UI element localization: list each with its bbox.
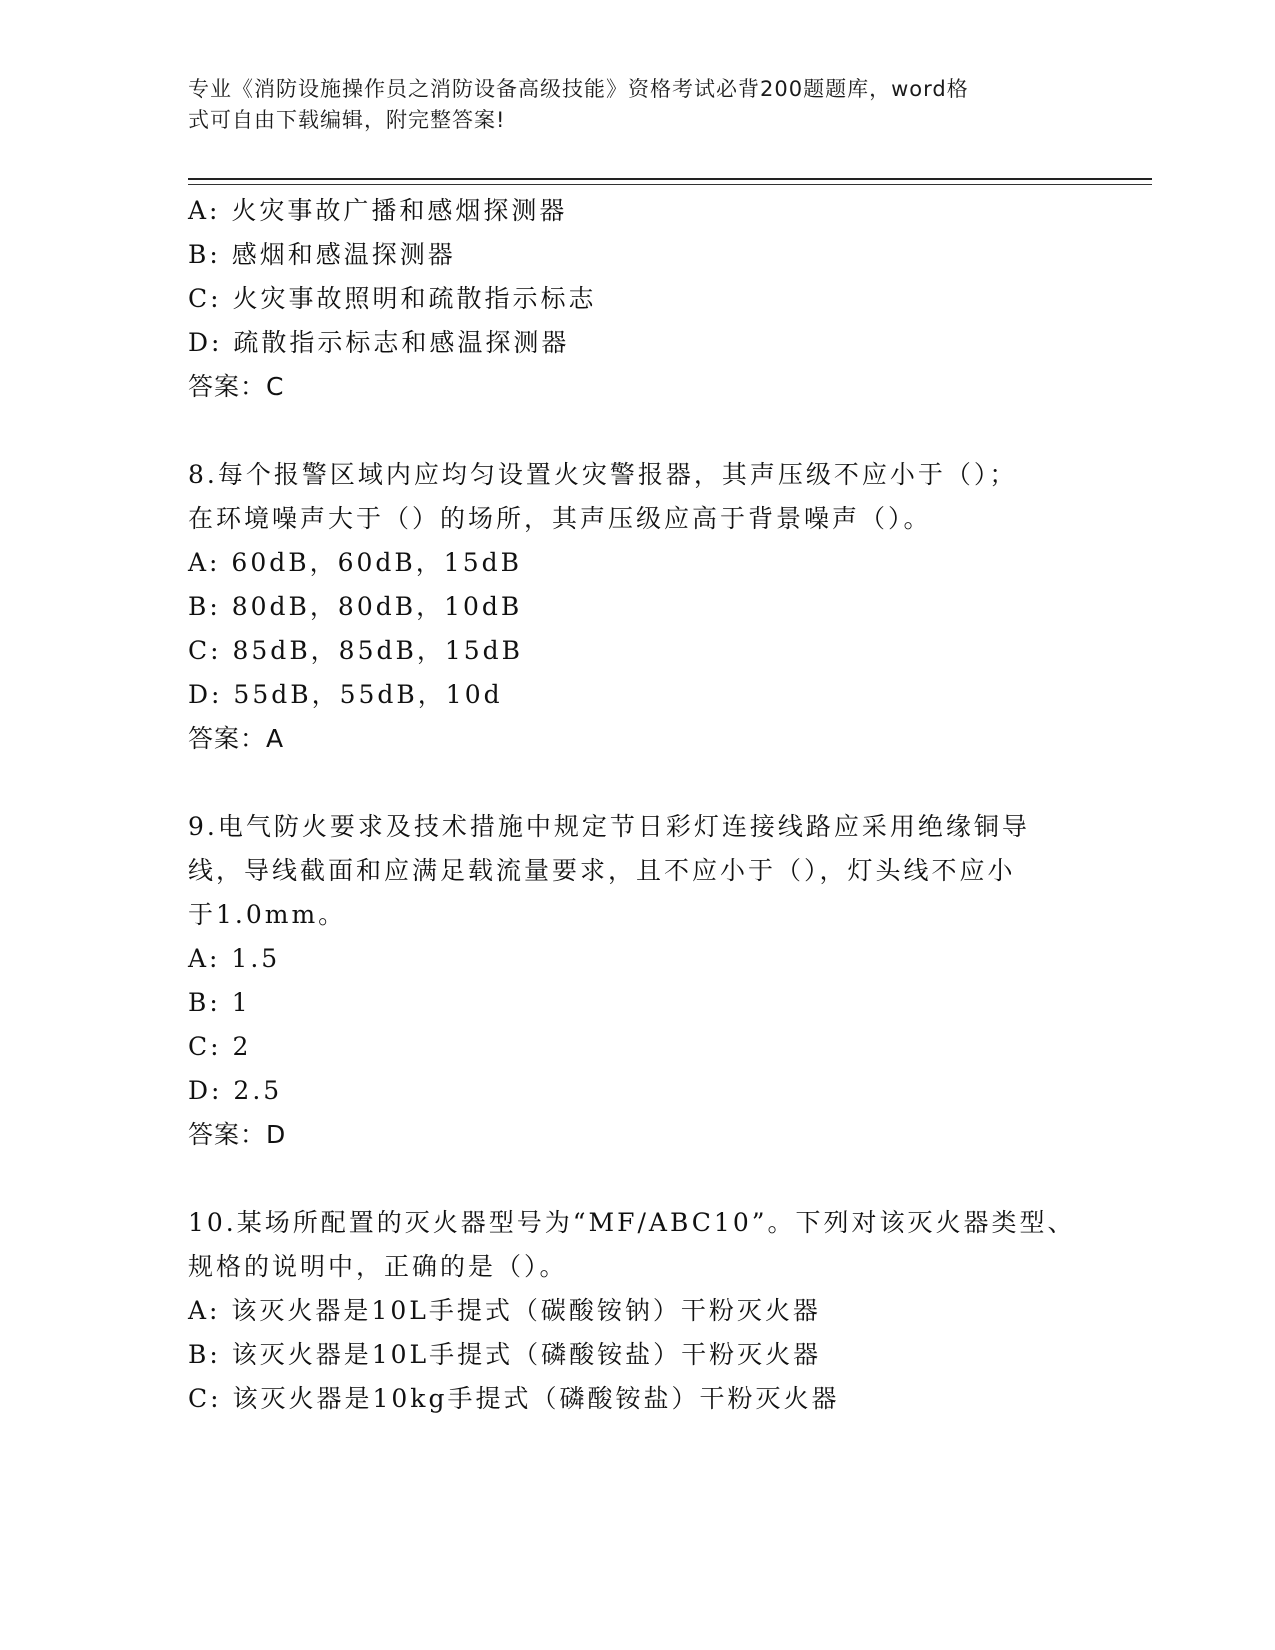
q10-option-a: A: 该灭火器是10L手提式（碳酸铵钠）干粉灭火器 <box>188 1296 821 1325</box>
q8-option-b: B: 80dB，80dB，10dB <box>188 592 523 621</box>
q7-answer: 答案：C <box>188 372 285 401</box>
q10-option-c: C: 该灭火器是10kg手提式（磷酸铵盐）干粉灭火器 <box>188 1384 840 1413</box>
q7-option-a: A: 火灾事故广播和感烟探测器 <box>188 196 568 225</box>
q10-stem-line-2: 规格的说明中，正确的是（）。 <box>188 1252 568 1281</box>
document-header <box>188 74 1068 136</box>
q8-option-d: D: 55dB，55dB，10d <box>188 680 503 709</box>
q10-stem-line-1: 10.某场所配置的灭火器型号为“MF/ABC10”。下列对该灭火器类型、 <box>188 1208 1076 1237</box>
q10-option-b: B: 该灭火器是10L手提式（磷酸铵盐）干粉灭火器 <box>188 1340 822 1369</box>
q7-option-d: D: 疏散指示标志和感温探测器 <box>188 328 570 357</box>
q7-option-c: C: 火灾事故照明和疏散指示标志 <box>188 284 597 313</box>
q8-option-c: C: 85dB，85dB，15dB <box>188 636 524 665</box>
header-line-1: 专业《消防设施操作员之消防设备高级技能》资格考试必背200题题库，word格 <box>188 77 969 101</box>
q9-stem-line-1: 9.电气防火要求及技术措施中规定节日彩灯连接线路应采用绝缘铜导 <box>188 812 1030 841</box>
q8-stem-line-2: 在环境噪声大于（）的场所，其声压级应高于背景噪声（）。 <box>188 504 932 533</box>
q9-option-c: C: 2 <box>188 1032 252 1061</box>
q8-stem-line-1: 8.每个报警区域内应均匀设置火灾警报器，其声压级不应小于（）； <box>188 460 1018 489</box>
q9-option-d: D: 2.5 <box>188 1076 283 1105</box>
q7-option-b: B: 感烟和感温探测器 <box>188 240 456 269</box>
q9-option-b: B: 1 <box>188 988 251 1017</box>
header-divider-thick <box>188 178 1152 180</box>
header-divider-thin <box>188 184 1152 185</box>
q9-stem-line-2: 线，导线截面和应满足载流量要求，且不应小于（），灯头线不应小 <box>188 856 1016 885</box>
q8-option-a: A: 60dB，60dB，15dB <box>188 548 522 577</box>
q9-answer: 答案：D <box>188 1120 287 1149</box>
q9-stem-line-3: 于1.0mm。 <box>188 900 347 929</box>
q8-answer: 答案：A <box>188 724 285 753</box>
q9-option-a: A: 1.5 <box>188 944 281 973</box>
header-line-2: 式可自由下载编辑，附完整答案! <box>188 108 506 132</box>
